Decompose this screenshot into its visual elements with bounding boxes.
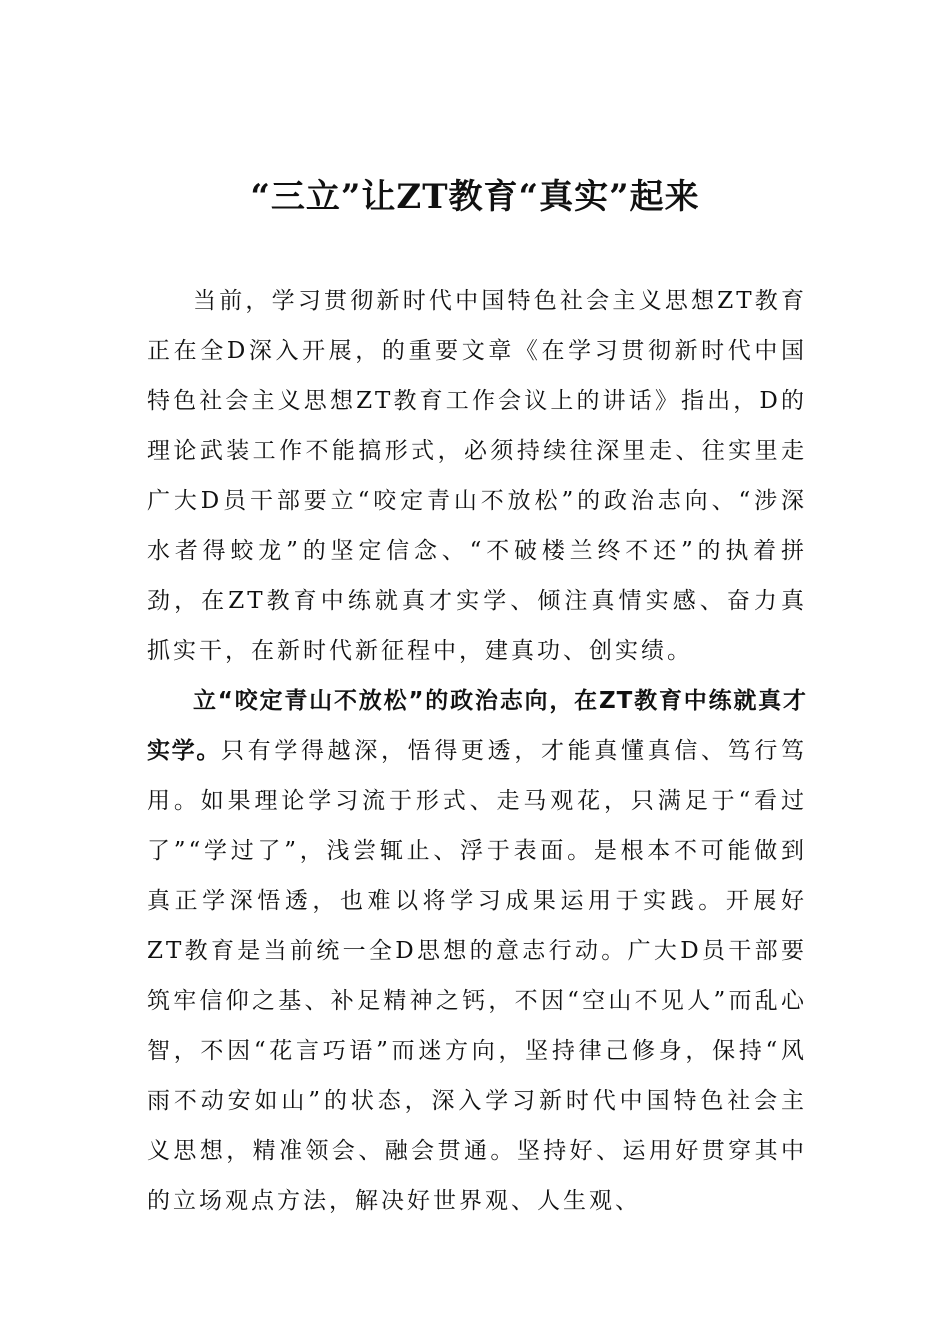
document-body [147, 276, 807, 1226]
document-title: “三立”让ZT教育“真实”起来 [250, 177, 700, 217]
section-one-body: 只有学得越深，悟得更透，才能真懂真信、笃行笃用。如果理论学习流于形式、走马观花，只满足于“看过了”“学过了”，浅尝辄止、浮于表面。是根本不可能做到真正学深悟透，也难以将学习成果运用于实践。开展好ZT教育是当前统一全D思想的意志行动。广大D员干部要筑牢信仰之基、补足精神之钙，不因“空山不见人”而乱心智，不因“花言巧语”而迷方向，坚持律己修身，保持“风雨不动安如山”的状态，深入学习新时代中国特色社会主义思想，精准领会、融会贯通。坚持好、运用好贯穿其中的立场观点方法，解决好世界观、人生观、 [147, 738, 807, 1214]
section-one-heading: 立“咬定青山不放松”的政治志向，在ZT教育中练就真才实学。 [147, 688, 807, 764]
paragraph-intro: 当前，学习贯彻新时代中国特色社会主义思想ZT教育正在全D深入开展，的重要文章《在学习贯彻新时代中国特色社会主义思想ZT教育工作会议上的讲话》指出，D的理论武装工作不能搞形式，必须持续往深里走、往实里走广大D员干部要立“咬定青山不放松”的政治志向、“涉深水者得蛟龙”的坚定信念、“不破楼兰终不还”的执着拼劲，在ZT教育中练就真才实学、倾注真情实感、奋力真抓实干，在新时代新征程中，建真功、创实绩。 [147, 288, 807, 664]
paragraph-section-one [147, 676, 807, 1226]
